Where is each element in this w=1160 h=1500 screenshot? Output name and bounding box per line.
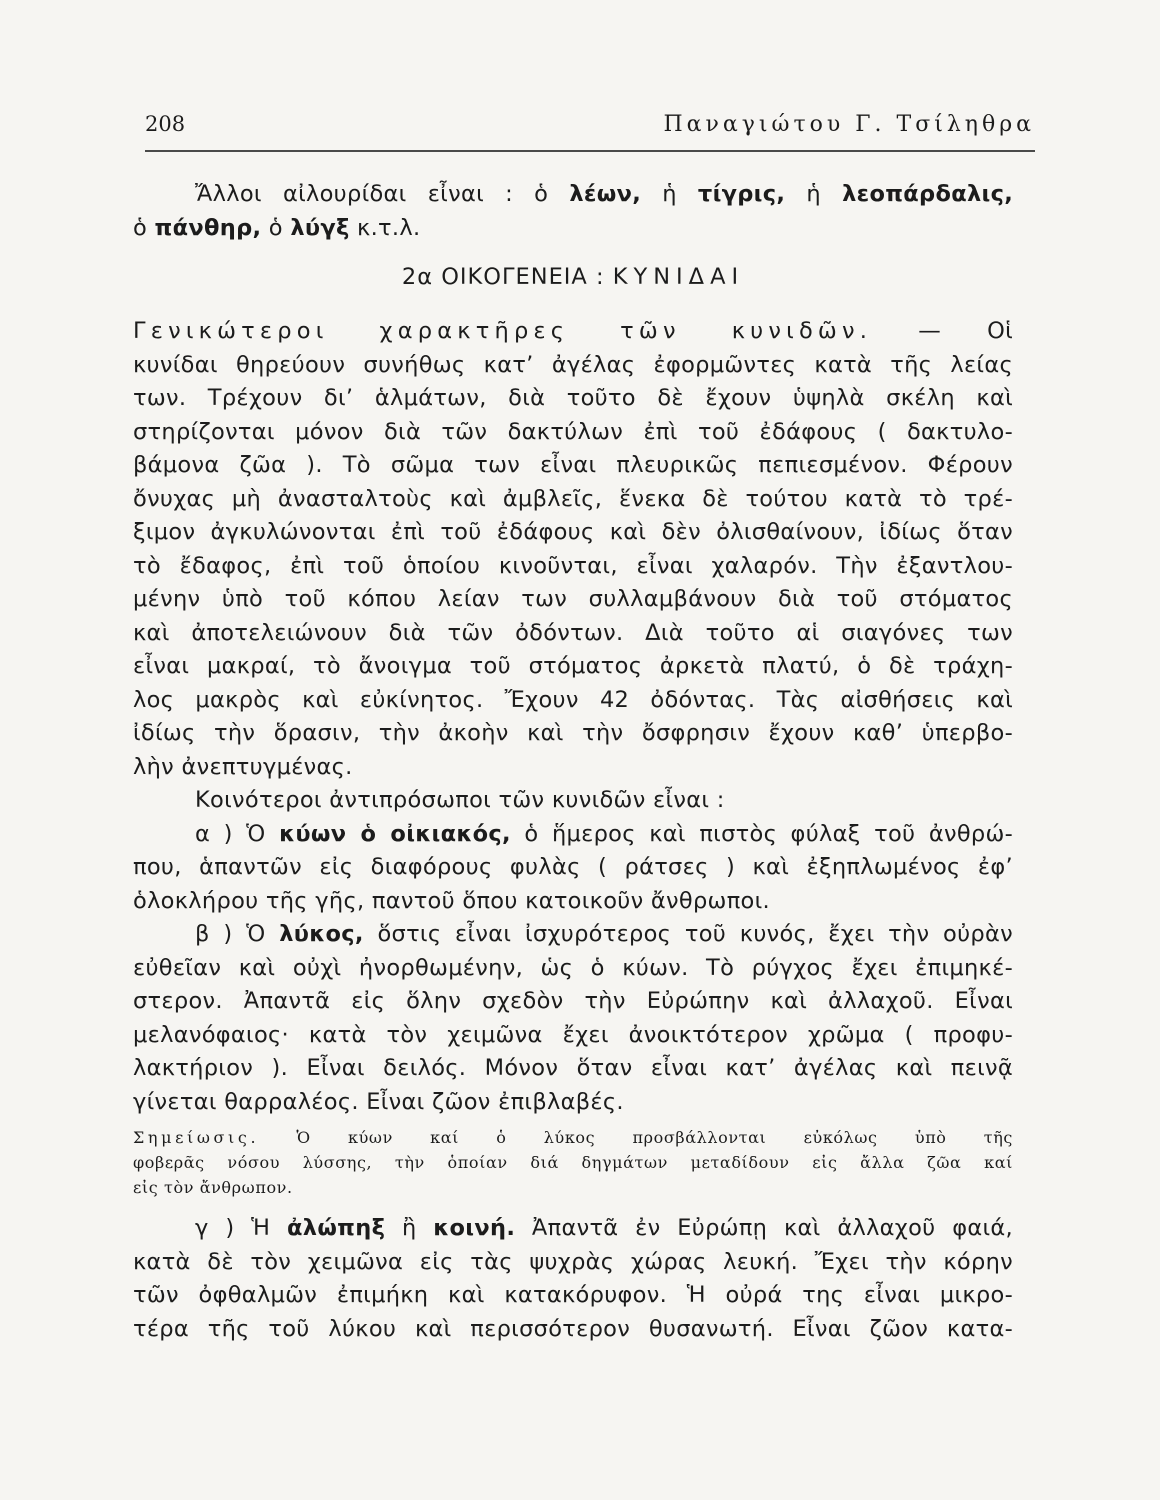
paragraph-line: Γενικώτεροι χαρακτῆρες τῶν κυνιδῶν. — Οἱ [133, 318, 1014, 344]
paragraph-line: μελανόφαιος· κατὰ τὸν χειμῶνα ἔχει ἀνοικτότερον χρῶμα ( προφυ- [133, 1021, 1013, 1048]
intro-line-1: Ἄλλοι αἰλουρίδαι εἶναι : ὁ λέων, ἡ τίγρις, ἡ λεοπάρδαλις, [195, 181, 1014, 207]
paragraph-line: ὁλοκλήρου τῆς γῆς, παντοῦ ὅπου κατοικοῦν ἄνθρωποι. [133, 887, 770, 914]
note-line: φοβερᾶς νόσου λύσσης, τὴν ὁποίαν διά δηγμάτων μεταδίδουν εἰς ἄλλα ζῶα καί [133, 1153, 1013, 1172]
paragraph-line: εἶναι μακραί, τὸ ἄνοιγμα τοῦ στόματος ἀρκετὰ πλατύ, ὁ δὲ τράχη- [133, 653, 1013, 679]
animal-name: λεοπάρδαλις, [842, 181, 1014, 207]
paragraph-line: που, ἁπαντῶν εἰς διαφόρους φυλὰς ( ράτσες ) καὶ ἐξηπλωμένος ἐφ’ [133, 854, 1013, 880]
header-rule [145, 150, 1035, 152]
paragraph-heading: Γενικώτεροι χαρακτῆρες τῶν κυνιδῶν. [133, 318, 873, 344]
note-block [133, 1125, 1013, 1200]
paragraph-line: λος μακρὸς καὶ εὐκίνητος. Ἔχουν 42 ὀδόντας. Τὰς αἰσθήσεις καὶ [133, 686, 1013, 713]
paragraph-line: Κοινότεροι ἀντιπρόσωποι τῶν κυνιδῶν εἶναι : [195, 787, 725, 813]
note-label: Σημείωσις. [133, 1128, 260, 1147]
paragraph-line: κυνίδαι θηρεύουν συνήθως κατ’ ἀγέλας ἐφορμῶντες κατὰ τῆς λείας [133, 351, 1013, 378]
paragraph-line: λακτήριον ). Εἶναι δειλός. Μόνον ὅταν εἶναι κατ’ ἀγέλας καὶ πεινᾷ [133, 1055, 1013, 1081]
animal-name: λέων, [569, 181, 642, 207]
paragraph-line: κατὰ δὲ τὸν χειμῶνα εἰς τὰς ψυχρὰς χώρας λευκή. Ἔχει τὴν κόρην [133, 1248, 1013, 1275]
paragraph-line: στηρίζονται μόνον διὰ τῶν δακτύλων ἐπὶ τοῦ ἐδάφους ( δακτυλο- [133, 418, 1013, 445]
animal-name: λύκος, [279, 921, 364, 947]
paragraph-line: τὸ ἔδαφος, ἐπὶ τοῦ ὁποίου κινοῦνται, εἶναι χαλαρόν. Τὴν ἐξαντλου- [133, 552, 1013, 579]
animal-name: λύγξ [290, 214, 350, 241]
paragraph-line: βάμονα ζῶα ). Τὸ σῶμα των εἶναι πλευρικῶς πεπιεσμένον. Φέρουν [133, 452, 1013, 478]
animal-name: ἀλώπηξ [287, 1215, 386, 1241]
paragraph-line: καὶ ἀποτελειώνουν διὰ τῶν ὀδόντων. Διὰ τοῦτο αἱ σιαγόνες των [133, 619, 1013, 646]
intro-line-2: ὁ πάνθηρ, ὁ λύγξ κ.τ.λ. [133, 214, 421, 241]
paragraph-line: ξιμον ἀγκυλώνονται ἐπὶ τοῦ ἐδάφους καὶ δὲν ὀλισθαίνουν, ἰδίως ὅταν [133, 519, 1013, 545]
body-text [133, 178, 1013, 1346]
paragraph-line: γίνεται θαρραλέος. Εἶναι ζῶον ἐπιβλαβές. [133, 1088, 624, 1115]
note-line: εἰς τὸν ἄνθρωπον. [133, 1178, 293, 1197]
list-item-b: β ) Ὁ λύκος, ὅστις εἶναι ἰσχυρότερος τοῦ κυνός, ἔχει τὴν οὐρὰν [195, 921, 1013, 947]
running-head-author: Παναγιώτου Γ. Τσίληθρα [663, 112, 1035, 137]
animal-name: κοινή. [433, 1215, 516, 1241]
paragraph-line: λὴν ἀνεπτυγμένας. [133, 753, 353, 780]
animal-name: κύων ὁ οἰκιακός, [279, 820, 511, 847]
paragraph-line: ἰδίως τὴν ὅρασιν, τὴν ἀκοὴν καὶ τὴν ὄσφρησιν ἔχουν καθ’ ὑπερβο- [133, 720, 1013, 746]
animal-name: τίγρις, [697, 181, 786, 207]
list-item-a: α ) Ὁ κύων ὁ οἰκιακός, ὁ ἥμερος καὶ πιστὸς φύλαξ τοῦ ἀνθρώ- [195, 820, 1014, 847]
paragraph-line: στερον. Ἀπαντᾶ εἰς ὅλην σχεδὸν τὴν Εὐρώπην καὶ ἀλλαχοῦ. Εἶναι [133, 988, 1013, 1014]
paragraph-line: ὄνυχας μὴ ἀνασταλτοὺς καὶ ἀμβλεῖς, ἕνεκα δὲ τούτου κατὰ τὸ τρέ- [133, 485, 1013, 512]
paragraph-line: τέρα τῆς τοῦ λύκου καὶ περισσότερον θυσανωτή. Εἶναι ζῶον κατα- [133, 1315, 1013, 1342]
paragraph-line: τῶν ὀφθαλμῶν ἐπιμήκη καὶ κατακόρυφον. Ἡ οὐρά της εἶναι μικρο- [133, 1282, 1013, 1308]
paragraph-line: μένην ὑπὸ τοῦ κόπου λείαν των συλλαμβάνουν διὰ τοῦ στόματος [133, 586, 1013, 612]
note-line: Σημείωσις. Ὁ κύων καί ὁ λύκος προσβάλλονται εὐκόλως ὑπὸ τῆς [133, 1128, 1013, 1147]
list-item-c: γ ) Ἡ ἀλώπηξ ἢ κοινή. Ἀπαντᾶ ἐν Εὐρώπῃ καὶ ἀλλαχοῦ φαιά, [195, 1215, 1014, 1241]
paragraph-line: των. Τρέχουν δι’ ἁλμάτων, διὰ τοῦτο δὲ ἔχουν ὑψηλὰ σκέλη καὶ [133, 385, 1013, 411]
running-head [145, 112, 1035, 137]
section-heading: 2α ΟΙΚΟΓΕΝΕΙΑ : ΚΥΝΙΔΑΙ [401, 264, 745, 290]
animal-name: πάνθηρ, [154, 214, 262, 241]
paragraph-line: εὐθεῖαν καὶ οὐχὶ ἠνορθωμένην, ὡς ὁ κύων. Τὸ ρύγχος ἔχει ἐπιμηκέ- [133, 954, 1013, 981]
page-number: 208 [145, 112, 186, 136]
